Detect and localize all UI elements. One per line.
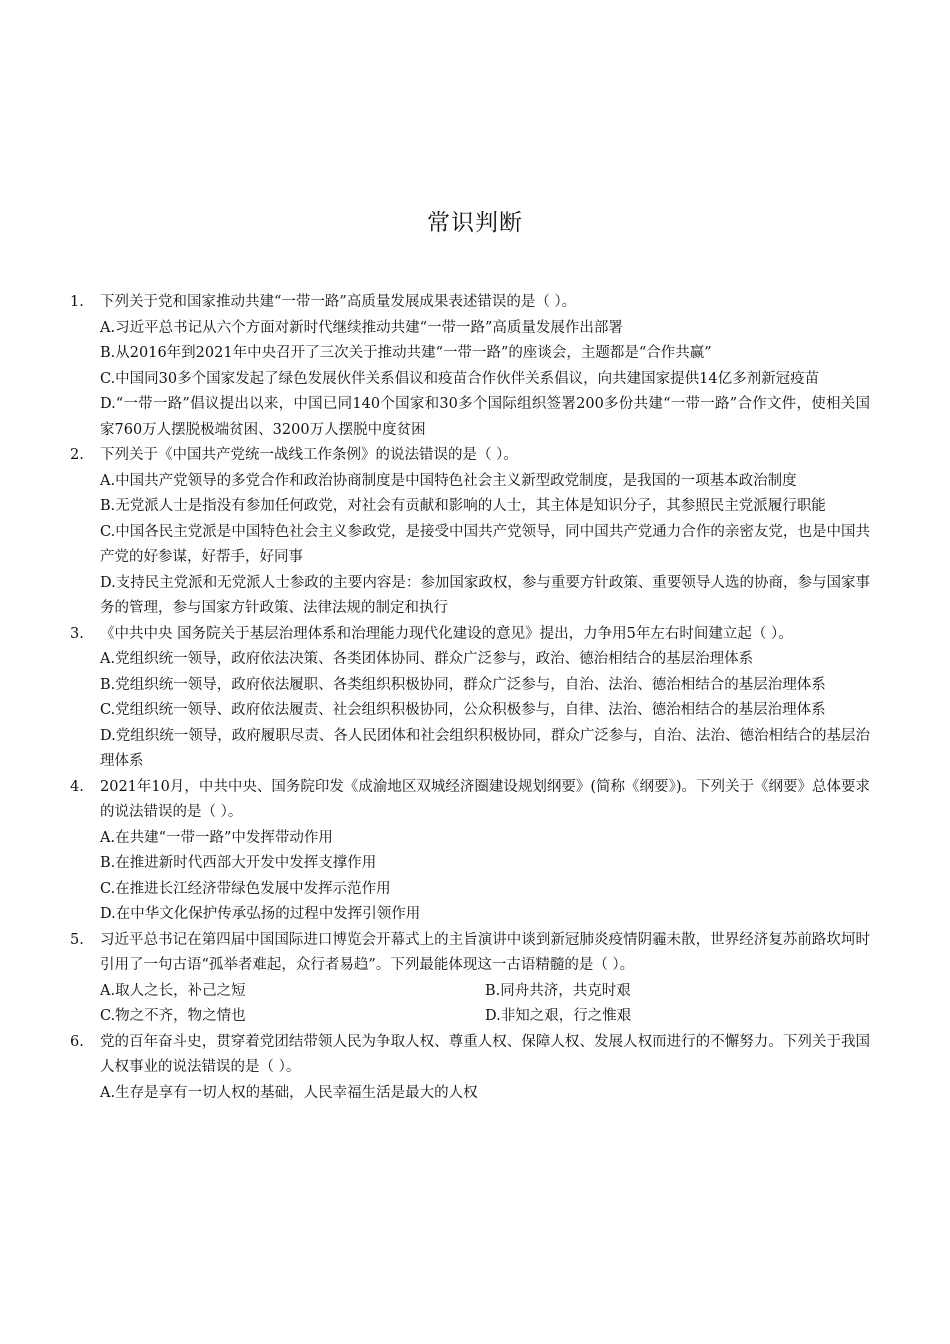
question-stem: 下列关于党和国家推动共建“一带一路”高质量发展成果表述错误的是（ ）。 [100,294,577,310]
question-stem: 2021年10月，中共中央、国务院印发《成渝地区双城经济圈建设规划纲要》(简称《纲要》)。下列关于《纲要》总体要求的说法错误的是（ ）。 [100,778,870,820]
option-b: B.无党派人士是指没有参加任何政党，对社会有贡献和影响的人士，其主体是知识分子，其参照民主党派履行职能 [100,498,826,514]
option-c: C.物之不齐，物之情也 [100,1008,246,1024]
option-a: A.生存是享有一切人权的基础，人民幸福生活是最大的人权 [100,1084,478,1101]
option-b: B.同舟共济，共克时艰 [485,982,631,999]
question-5 [70,928,870,1030]
option-a: A.中国共产党领导的多党合作和政治协商制度是中国特色社会主义新型政党制度，是我国的一项基本政治制度 [100,472,797,489]
question-number: 4. [70,778,84,795]
question-3 [70,622,870,775]
option-a: A.习近平总书记从六个方面对新时代继续推动共建“一带一路”高质量发展作出部署 [100,319,623,336]
question-number: 6. [70,1033,84,1050]
question-number: 3. [70,625,84,642]
option-c: C.党组织统一领导、政府依法履责、社会组织积极协同，公众积极参与，自律、法治、德治相结合的基层治理体系 [100,702,826,718]
option-c: C.中国各民主党派是中国特色社会主义参政党，是接受中国共产党领导，同中国共产党通力合作的亲密友党，也是中国共产党的好参谋，好帮手，好同事 [100,523,870,565]
question-4 [70,775,870,928]
option-b: B.在推进新时代西部大开发中发挥支撑作用 [100,855,377,871]
option-a: A.在共建“一带一路”中发挥带动作用 [100,829,333,846]
option-c: C.中国同30多个国家发起了绿色发展伙伴关系倡议和疫苗合作伙伴关系倡议，向共建国家提供14亿多剂新冠疫苗 [100,370,820,387]
option-row [100,1004,870,1030]
question-stem: 党的百年奋斗史，贯穿着党团结带领人民为争取人权、尊重人权、保障人权、发展人权而进行的不懈努力。下列关于我国人权事业的说法错误的是（ ）。 [100,1033,870,1075]
option-d: D.“一带一路”倡议提出以来，中国已同140个国家和30多个国际组织签署200多份共建“一带一路”合作文件，使相关国家760万人摆脱极端贫困、3200万人摆脱中度贫困 [100,396,870,438]
question-number: 5. [70,931,84,948]
question-number: 2. [70,447,84,463]
option-a: A.党组织统一领导，政府依法决策、各类团体协同、群众广泛参与，政治、德治相结合的基层治理体系 [100,651,754,667]
option-c: C.在推进长江经济带绿色发展中发挥示范作用 [100,880,391,897]
question-stem: 下列关于《中国共产党统一战线工作条例》的说法错误的是（ ）。 [100,447,518,463]
option-d: D.在中华文化保护传承弘扬的过程中发挥引领作用 [100,906,421,922]
option-d: D.非知之艰，行之惟艰 [485,1008,632,1024]
option-d: D.支持民主党派和无党派人士参政的主要内容是：参加国家政权，参与重要方针政策、重要领导人选的协商，参与国家事务的管理，参与国家方针政策、法律法规的制定和执行 [100,574,870,616]
question-stem: 习近平总书记在第四届中国国际进口博览会开幕式上的主旨演讲中谈到新冠肺炎疫情阴霾未散，世界经济复苏前路坎坷时引用了一句古语“孤举者难起，众行者易趋”。下列最能体现这一古语精髓的是（ ）。 [100,931,870,973]
option-row [100,979,870,1005]
question-6 [70,1030,870,1107]
question-number: 1. [70,294,84,310]
question-1 [70,290,870,443]
option-b: B.党组织统一领导，政府依法履职、各类组织积极协同，群众广泛参与，自治、法治、德治相结合的基层治理体系 [100,676,826,693]
question-stem: 《中共中央 国务院关于基层治理体系和治理能力现代化建设的意见》提出，力争用5年左右时间建立起（ ）。 [100,625,793,642]
question-2 [70,443,870,622]
option-a: A.取人之长，补己之短 [100,982,246,999]
option-d: D.党组织统一领导，政府履职尽责、各人民团体和社会组织积极协同，群众广泛参与，自治、法治、德治相结合的基层治理体系 [100,727,870,769]
question-list [70,290,870,1106]
option-b: B.从2016年到2021年中央召开了三次关于推动共建“一带一路”的座谈会，主题都是“合作共赢” [100,345,712,361]
page-title: 常识判断 [427,210,523,236]
